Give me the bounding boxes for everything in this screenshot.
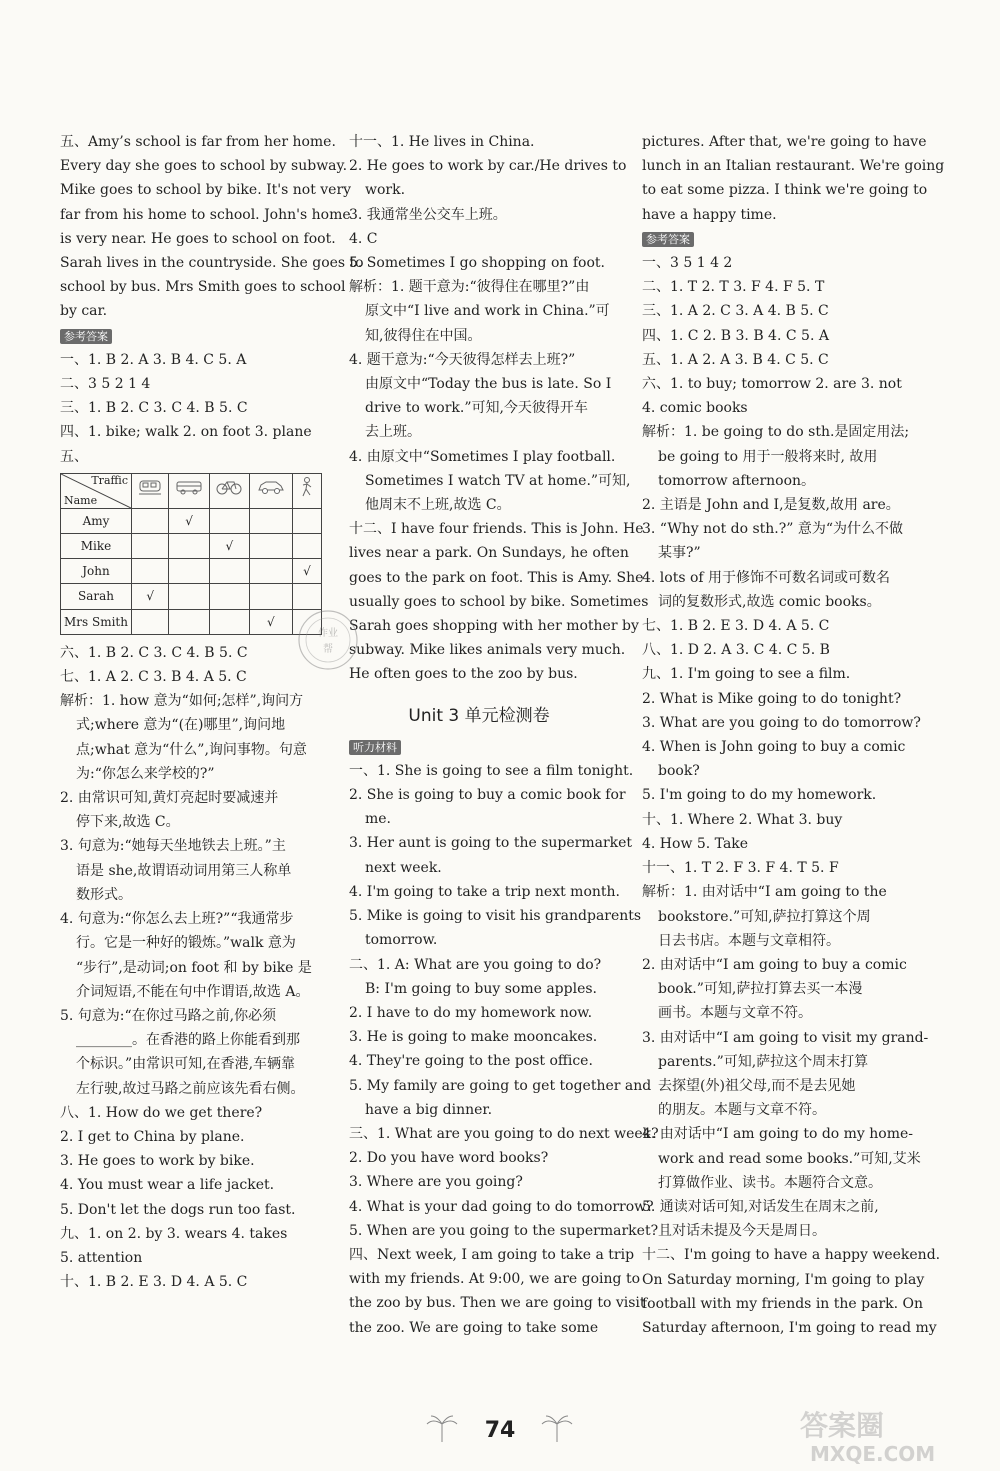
text-line: 个标识。”由常识可知,在香港,车辆靠 [76,1056,296,1073]
listening-material-tag: 听力材料 [349,740,401,755]
text-line: 数形式。 [76,886,132,903]
text-line: school by bus. Mrs Smith goes to school [60,279,346,296]
text-line: goes to the park on foot. This is Amy. She [349,569,644,586]
text-line: Every day she goes to school by subway. [60,158,348,175]
traffic-table [60,473,322,635]
table-row [61,559,322,584]
text-line: 为:“你怎么来学校的?” [76,765,215,782]
text-line: 五、Amy’s school is far from her home. [60,134,336,150]
text-line: me. [365,811,392,828]
text-line: 5. attention [60,1249,143,1266]
page-number: 74 [484,1418,516,1443]
text-line: 词的复数形式,故选 comic books。 [658,593,881,610]
text-line: usually goes to school by bike. Sometimes [349,593,649,610]
text-line: 介词短语,不能在句中作谓语,故选 A。 [76,983,310,1000]
text-line: 且对话未提及今天是周日。 [658,1223,826,1240]
text-line: 去上班。 [365,424,421,441]
text-line: lives near a park. On Sundays, he often [349,545,629,562]
text-line: 5. 通读对话可知,对话发生在周末之前, [642,1198,879,1215]
stamp-text-bottom: 帮 [323,644,333,655]
text-line: 3. 我通常坐公交车上班。 [349,206,507,223]
check-cell [209,559,249,584]
check-cell [169,534,209,559]
text-line: 2. What is Mike going to do tonight? [642,690,902,707]
text-line: 4. What is your dad going to do tomorrow? [349,1198,654,1215]
text-line: 4. lots of 用于修饰不可数名词或可数名 [642,569,891,586]
text-line: 日去书店。本题与文章相符。 [658,932,840,949]
text-line: 十一、1. He lives in China. [349,134,535,150]
check-cell: √ [169,508,209,533]
text-line: 4. 由原文中“Sometimes I play football. [349,448,616,465]
text-line: On Saturday morning, I'm going to play [642,1271,925,1288]
text-line: 解析：1. 题干意为:“彼得住在哪里?”由 [349,279,590,296]
text-line: 一、1. B 2. A 3. B 4. C 5. A [60,351,247,368]
text-line: 九、1. I'm going to see a film. [642,666,851,683]
text-line: 七、1. B 2. E 3. D 4. A 5. C [642,618,830,635]
text-line: 八、1. D 2. A 3. C 4. C 5. B [642,642,830,659]
text-line: 三、1. A 2. C 3. A 4. B 5. C [642,303,829,320]
text-line: 四、1. bike; walk 2. on foot 3. plane [60,424,312,441]
check-cell [169,584,209,609]
text-line: the zoo. We are going to take some [349,1319,599,1336]
text-line: subway. Mike likes animals very much. [349,642,626,659]
text-line: 2. 由常识可知,黄灯亮起时要减速并 [60,790,279,807]
text-line: 二、3 5 2 1 4 [60,376,151,393]
row-name-cell: John [61,559,132,584]
text-line: football with my friends in the park. On [642,1295,924,1312]
text-line: 3. What are you going to do tomorrow? [642,714,921,731]
text-line: 2. Do you have word books? [349,1150,549,1167]
text-line: 2. I get to China by plane. [60,1128,245,1145]
text-line: 4. You must wear a life jacket. [60,1177,275,1194]
text-line: 4. How 5. Take [642,835,749,852]
text-line: 3. 句意为:“她每天坐地铁去上班。”主 [60,838,286,855]
text-line: far from his home to school. John's home [60,206,351,223]
text-line: 3. 由对话中“I am going to visit my grand- [642,1029,929,1046]
text-line: bookstore.”可知,萨拉打算这个周 [658,908,871,925]
text-line: 5. My family are going to get together and [349,1077,652,1094]
walk-icon [292,473,321,508]
text-line: next week. [365,859,442,876]
text-line: 五、1. A 2. A 3. B 4. C 5. C [642,351,829,368]
subway-icon [132,473,169,508]
text-line: be going to 用于一般将来时, 故用 [658,448,878,465]
text-line: 停下来,故选 C。 [76,814,180,831]
text-line: Sarah goes shopping with her mother by [349,618,639,635]
bus-icon [169,473,209,508]
text-line: 六、1. B 2. C 3. C 4. B 5. C [60,644,248,661]
text-line: have a happy time. [642,206,777,223]
check-cell [249,559,292,584]
text-line: 左行驶,故过马路之前应该先看右侧。 [76,1080,305,1097]
text-line: 语是 she,故谓语动词用第三人称单 [76,862,292,879]
text-line: 5. I'm going to do my homework. [642,787,877,804]
stamp-text-top: 作业 [318,628,338,639]
check-cell [249,584,292,609]
answer-key-tag: 参考答案 [60,329,112,344]
row-name-cell: Mrs Smith [61,609,132,634]
table-corner-cell [61,473,132,508]
text-line: tomorrow afternoon。 [658,472,816,489]
text-line: 5. When are you going to the supermarket? [349,1222,659,1239]
text-line: Sarah lives in the countryside. She goes to [60,255,364,272]
answer-block [642,251,941,1340]
text-line: book.”可知,萨拉打算去买一本漫 [658,981,863,998]
check-cell [169,559,209,584]
text-line: 四、Next week, I am going to take a trip [349,1246,635,1263]
text-line: 2. 主语是 John and I,是复数,故用 are。 [642,497,900,514]
text-line: 解析：1. how 意为“如何;怎样”,询问方 [60,693,304,710]
text-line: 4. comic books [642,400,748,417]
table-row [61,609,322,634]
text-line: 知,彼得住在中国。 [365,327,482,344]
watermark-url: MXQE.COM [810,1442,936,1466]
check-cell [132,559,169,584]
text-line: 六、1. to buy; tomorrow 2. are 3. not [642,376,902,393]
text-line: 4. 由对话中“I am going to do my home- [642,1126,914,1143]
text-line: have a big dinner. [365,1101,493,1118]
text-line: 2. I have to do my homework now. [349,1004,593,1021]
listening-block [349,759,659,1340]
text-line: 三、1. B 2. C 3. C 4. B 5. C [60,400,248,417]
passage-block [642,130,945,227]
check-cell: √ [249,609,292,634]
text-line: the zoo by bus. Then we are going to visit [349,1295,646,1312]
palm-tree-icon [540,1414,574,1444]
text-line: 五、 [60,448,88,465]
text-line: 八、1. How do we get there? [60,1104,263,1121]
text-line: is very near. He goes to school on foot. [60,230,336,247]
table-row [61,584,322,609]
answer-block [349,130,649,687]
text-line: 3. Her aunt is going to the supermarket [349,835,633,852]
answer-block [60,348,322,469]
text-line: work and read some books.”可知,艾米 [658,1150,921,1167]
text-line: ________。在香港的路上你能看到那 [76,1032,300,1049]
text-line: 5. Mike is going to visit his grandparents [349,908,642,925]
text-line: 4. I'm going to take a trip next month. [349,883,620,900]
check-cell [132,508,169,533]
text-line: 2. She is going to buy a comic book for [349,787,626,804]
text-line: 3. He goes to work by bike. [60,1153,255,1170]
text-line: 一、1. She is going to see a film tonight. [349,762,634,779]
text-line: 二、1. T 2. T 3. F 4. F 5. T [642,279,825,296]
homework-stamp [296,608,360,672]
row-name-cell: Mike [61,534,132,559]
text-line: 他周末不上班,故选 C。 [365,497,511,514]
unit-title: Unit 3 单元检测卷 [408,705,550,726]
text-line: parents.”可知,萨拉这个周末打算 [658,1053,869,1070]
check-cell [132,534,169,559]
text-line: to eat some pizza. I think we're going to [642,182,928,199]
text-line: 二、1. A: What are you going to do? [349,956,602,973]
text-line: 的朋友。本题与文章不符。 [658,1102,826,1119]
check-cell [209,609,249,634]
check-cell: √ [209,534,249,559]
car-icon [249,473,292,508]
text-line: drive to work.”可知,今天彼得开车 [365,400,588,417]
text-line: with my friends. At 9:00, we are going to [349,1271,641,1288]
text-line: work. [365,182,406,199]
check-cell [292,584,321,609]
text-line: 某事?” [658,545,701,562]
text-line: B: I'm going to buy some apples. [365,980,597,997]
text-line: 十二、I'm going to have a happy weekend. [642,1247,941,1264]
text-line: Mike goes to school by bike. It's not very [60,182,352,199]
text-line: 4. C [349,230,378,247]
text-line: 打算做作业、读书。本题符合文意。 [658,1174,882,1191]
text-line: 画书。本题与文章不符。 [658,1005,812,1022]
text-line: 4. They're going to the post office. [349,1053,593,1070]
answer-key-tag: 参考答案 [642,232,694,247]
text-line: lunch in an Italian restaurant. We're going [642,158,945,175]
text-line: pictures. After that, we're going to have [642,134,927,150]
text-line: 式;where 意为“(在)哪里”,询问地 [76,717,286,734]
text-line: 4. 题干意为:“今天彼得怎样去上班?” [349,351,576,368]
row-name-cell: Amy [61,508,132,533]
text-line: Saturday afternoon, I'm going to read my [642,1319,937,1336]
palm-tree-icon [425,1414,459,1444]
text-line: 3. He is going to make mooncakes. [349,1029,598,1046]
check-cell [249,508,292,533]
corner-label-traffic: Traffic [91,473,128,487]
text-line: 行。它是一种好的锻炼。”walk 意为 [76,935,296,952]
text-line: 3. “Why not do sth.?” 意为“为什么不做 [642,521,904,538]
text-line: Sometimes I watch TV at home.”可知, [365,472,631,489]
text-line: 十、1. Where 2. What 3. buy [642,811,843,828]
text-line: 九、1. on 2. by 3. wears 4. takes [60,1225,288,1242]
corner-label-name: Name [64,493,98,507]
table-row [61,534,322,559]
check-cell [209,584,249,609]
check-cell [292,534,321,559]
text-line: 4. When is John going to buy a comic [642,739,906,756]
text-line: 七、1. A 2. C 3. B 4. A 5. C [60,669,247,686]
text-line: 2. He goes to work by car./He drives to [349,158,627,175]
check-cell: √ [132,584,169,609]
check-cell [249,534,292,559]
text-line: 3. Where are you going? [349,1174,523,1191]
text-line: 原文中“I live and work in China.”可 [365,303,610,320]
text-line: 5. Sometimes I go shopping on foot. [349,255,605,272]
table-row [61,508,322,533]
answer-column-2 [349,130,659,1340]
text-line: 2. 由对话中“I am going to buy a comic [642,956,907,973]
check-cell [132,609,169,634]
text-line: “步行”,是动词;on foot 和 by bike 是 [76,959,312,976]
check-cell [209,508,249,533]
check-cell [292,508,321,533]
text-line: 十一、1. T 2. F 3. F 4. T 5. F [642,860,839,877]
text-line: 十二、I have four friends. This is John. He [349,521,644,538]
text-line: tomorrow. [365,932,438,949]
site-watermark [790,1405,990,1467]
text-line: 5. Don't let the dogs run too fast. [60,1201,296,1218]
text-line: 去探望(外)祖父母,而不是去见她 [658,1077,856,1094]
text-line: 5. 句意为:“在你过马路之前,你必须 [60,1007,277,1024]
text-line: 十、1. B 2. E 3. D 4. A 5. C [60,1274,248,1291]
row-name-cell: Sarah [61,584,132,609]
bike-icon [209,473,249,508]
text-line: book? [658,763,700,780]
text-line: He often goes to the zoo by bus. [349,666,578,683]
answer-column-3 [642,130,945,1340]
check-cell [169,609,209,634]
text-line: by car. [60,303,108,320]
text-line: 解析：1. 由对话中“I am going to the [642,884,887,901]
table-header-row [61,473,322,508]
text-line: 解析：1. be going to do sth.是固定用法; [642,424,910,441]
text-line: 由原文中“Today the bus is late. So I [365,376,612,393]
text-line: 四、1. C 2. B 3. B 4. C 5. A [642,327,829,344]
check-cell: √ [292,559,321,584]
text-line: 4. 句意为:“你怎么去上班?”“我通常步 [60,911,294,928]
text-line: 三、1. What are you going to do next week? [349,1125,659,1142]
text-line: 点;what 意为“什么”,询问事物。句意 [76,741,307,758]
answer-block [60,641,322,1294]
text-line: 一、3 5 1 4 2 [642,255,733,272]
watermark-title: 答案圈 [800,1409,885,1442]
